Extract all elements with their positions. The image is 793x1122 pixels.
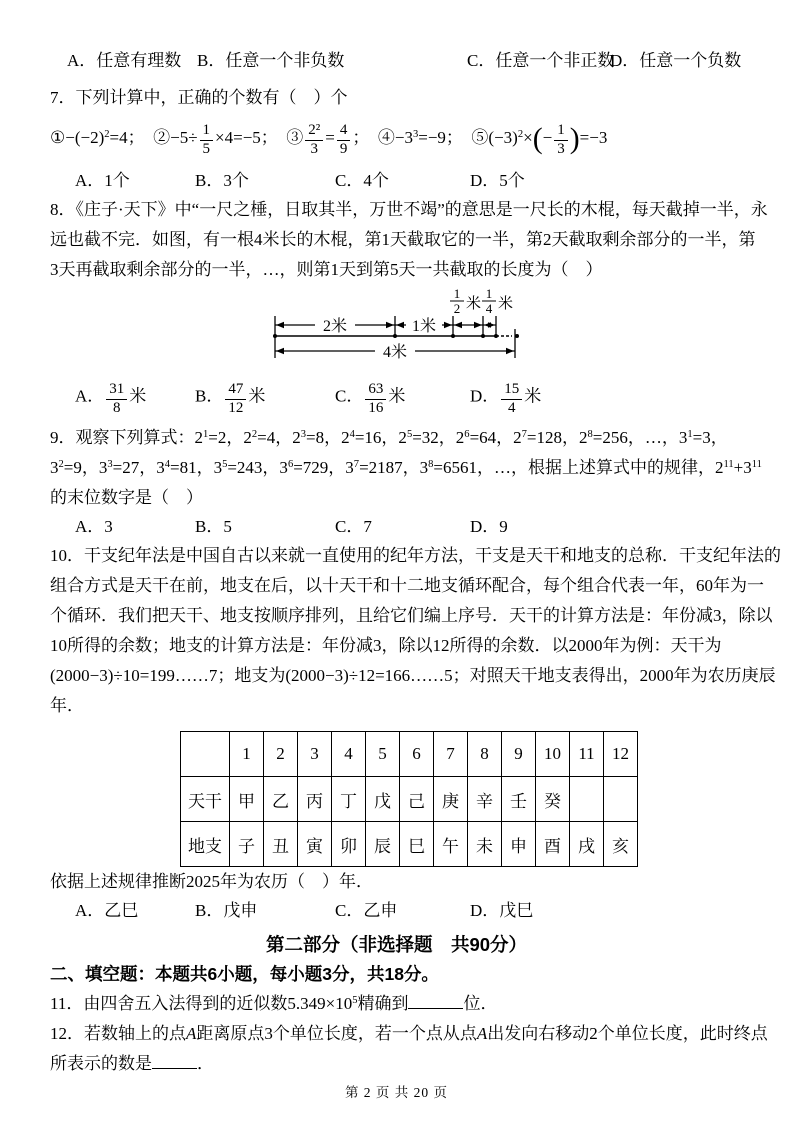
- question9-options: [50, 513, 743, 541]
- table-cell: 丙: [298, 777, 332, 822]
- question7-title: 7．下列计算中，正确的个数有（ ）个: [50, 88, 348, 107]
- question7-options: [50, 167, 743, 195]
- diagram-label-1m: 1米: [411, 318, 437, 335]
- option-c: C．任意一个非正数: [467, 51, 615, 70]
- table-cell: 3: [298, 732, 332, 777]
- question11-text: 11．由四舍五入法得到的近似数$5.349\times 10^5$精确到 位．: [50, 994, 498, 1013]
- table-cell: 天干: [181, 777, 230, 822]
- table-cell: 申: [502, 822, 536, 867]
- quarter-numerator: 1: [485, 286, 493, 301]
- option-b: B．3个: [195, 171, 249, 190]
- fill-in-section-header: 二、填空题：本题共6小题，每小题3分，共18分。: [50, 964, 439, 984]
- table-row: [181, 777, 638, 822]
- table-cell: 庚: [434, 777, 468, 822]
- table-cell: 丁: [332, 777, 366, 822]
- table-cell: 12: [604, 732, 638, 777]
- question9-text: [50, 423, 762, 513]
- text-line: $3^2=9$，$3^3=27$，$3^4=81$，$3^5=243$，$3^6=729$，$3^7=2187$，$3^8=6561$，…，根据上述算式中的规律，$2^{11}+3^{11}$: [50, 458, 762, 477]
- text-line: 9．观察下列算式：$2^1=2$，$2^2=4$，$2^3=8$，$2^4=16$，$2^5=32$，$2^6=64$，$2^7=128$，$2^8=256$，…，$3^1=3$，: [50, 428, 728, 447]
- half-unit: 米: [466, 296, 482, 312]
- table-cell: [181, 732, 230, 777]
- table-cell: 地支: [181, 822, 230, 867]
- text-line: 组合方式是天干在前，地支在后，以十天干和十二地支循环配合，每个组合代表一年，60年为一: [50, 576, 764, 595]
- stick-diagram: [266, 285, 528, 375]
- table-cell: 癸: [536, 777, 570, 822]
- table-cell: 午: [434, 822, 468, 867]
- option-b: B．任意一个非负数: [197, 51, 345, 70]
- text-line: 个循环．我们把天干、地支按顺序排列，且给它们编上序号．天干的计算方法是：年份减3，除以: [50, 606, 773, 625]
- table-cell: 壬: [502, 777, 536, 822]
- table-row: [181, 822, 638, 867]
- table-cell: 2: [264, 732, 298, 777]
- question7-expressions: [50, 113, 743, 167]
- question10-options: [50, 897, 743, 925]
- table-cell: 卯: [332, 822, 366, 867]
- table-cell: [570, 777, 604, 822]
- table-cell: 子: [230, 822, 264, 867]
- option-c: C．乙申: [335, 901, 398, 920]
- text-line: 10所得的余数；地支的计算方法是：年份减3，除以12所得的余数．以2000年为例：天干为: [50, 636, 722, 655]
- table-cell: 11: [570, 732, 604, 777]
- expression-list: $①-(-2)^2=4$； ②−5÷ $\frac{1}{5}$ ×4=−5； ③ $\frac{\text{2²}}{3}$ = $\frac{4}{9}$ ； $④-3^3=-9$； $⑤(-3)^2\times(-$ $\frac{1}{3}$ )=−3: [50, 121, 608, 157]
- question8-text: [50, 195, 768, 285]
- table-cell: 6: [400, 732, 434, 777]
- option-a: A． $\frac{31}{8}$ 米: [75, 380, 147, 416]
- option-a: A．3: [75, 517, 113, 536]
- table-cell: 戌: [570, 822, 604, 867]
- table-cell: 8: [468, 732, 502, 777]
- table-cell: 未: [468, 822, 502, 867]
- table-cell: 乙: [264, 777, 298, 822]
- table-cell: 丑: [264, 822, 298, 867]
- page-footer: 第 2 页 共 20 页: [344, 1085, 449, 1100]
- text-line: 3天再截取剩余部分的一半，…，则第1天到第5天一共截取的长度为（ ）: [50, 260, 603, 279]
- option-b: B． $\frac{47}{12}$ 米: [195, 380, 266, 416]
- text-line: 远也截不完．如图，有一根4米长的木棍，第1天截取它的一半，第2天截取剩余部分的一半，第: [50, 230, 756, 249]
- option-d: D．任意一个负数: [610, 51, 742, 70]
- option-d: D．9: [470, 517, 508, 536]
- table-cell: 寅: [298, 822, 332, 867]
- table-cell: 9: [502, 732, 536, 777]
- half-numerator: 1: [453, 286, 461, 301]
- option-b: B．5: [195, 517, 232, 536]
- text-line: 所表示的数是 ．: [50, 1054, 214, 1073]
- table-cell: 戊: [366, 777, 400, 822]
- option-d: D．戊巳: [470, 901, 534, 920]
- ganzhi-table: [180, 731, 638, 867]
- option-a: A．1个: [75, 171, 130, 190]
- question8-options: [50, 375, 743, 423]
- question6-options: [50, 47, 743, 75]
- option-a: A．乙巳: [75, 901, 139, 920]
- option-d: D． $\frac{15}{4}$ 米: [470, 380, 542, 416]
- question12-text: [50, 1019, 768, 1079]
- table-cell: 己: [400, 777, 434, 822]
- table-cell: 5: [366, 732, 400, 777]
- option-c: C． $\frac{63}{16}$ 米: [335, 380, 406, 416]
- option-b: B．戊申: [195, 901, 258, 920]
- question10-text: [50, 541, 781, 721]
- table-cell: 巳: [400, 822, 434, 867]
- text-line: 8．《庄子·天下》中“一尺之棰，日取其半，万世不竭”的意思是一尺长的木棍，每天截掉一半，永: [50, 200, 768, 219]
- text-line: 10．干支纪年法是中国自古以来就一直使用的纪年方法，干支是天干和地支的总称．干支纪年法的: [50, 546, 781, 565]
- option-d: D．5个: [470, 171, 525, 190]
- half-denominator: 2: [453, 301, 461, 316]
- diagram-label-4m: 4米: [382, 344, 408, 361]
- table-cell: 7: [434, 732, 468, 777]
- table-cell: 辛: [468, 777, 502, 822]
- table-cell: 1: [230, 732, 264, 777]
- quarter-unit: 米: [498, 296, 514, 312]
- option-a: A．任意有理数: [67, 51, 182, 70]
- quarter-denominator: 4: [485, 301, 493, 316]
- table-cell: 4: [332, 732, 366, 777]
- text-line: 12．若数轴上的点A距离原点3个单位长度，若一个点从点A出发向右移动2个单位长度，此时终点: [50, 1024, 768, 1043]
- table-cell: [604, 777, 638, 822]
- table-cell: 亥: [604, 822, 638, 867]
- table-cell: 酉: [536, 822, 570, 867]
- text-line: 的末位数字是（ ）: [50, 488, 203, 507]
- text-line: 年．: [50, 696, 84, 715]
- question10-conclusion: 依据上述规律推断2025年为农历（ ）年．: [50, 872, 373, 891]
- stick-diagram-svg: [266, 285, 528, 375]
- table-cell: 10: [536, 732, 570, 777]
- option-c: C．4个: [335, 171, 389, 190]
- part2-header: 第二部分（非选择题 共90分）: [265, 934, 528, 955]
- option-c: C．7: [335, 517, 372, 536]
- table-cell: 辰: [366, 822, 400, 867]
- text-line: (2000−3)÷10=199……7；地支为(2000−3)÷12=166……5；对照天干地支表得出，2000年为农历庚辰: [50, 666, 776, 685]
- table-row: [181, 732, 638, 777]
- table-cell: 甲: [230, 777, 264, 822]
- diagram-label-2m: 2米: [322, 318, 348, 335]
